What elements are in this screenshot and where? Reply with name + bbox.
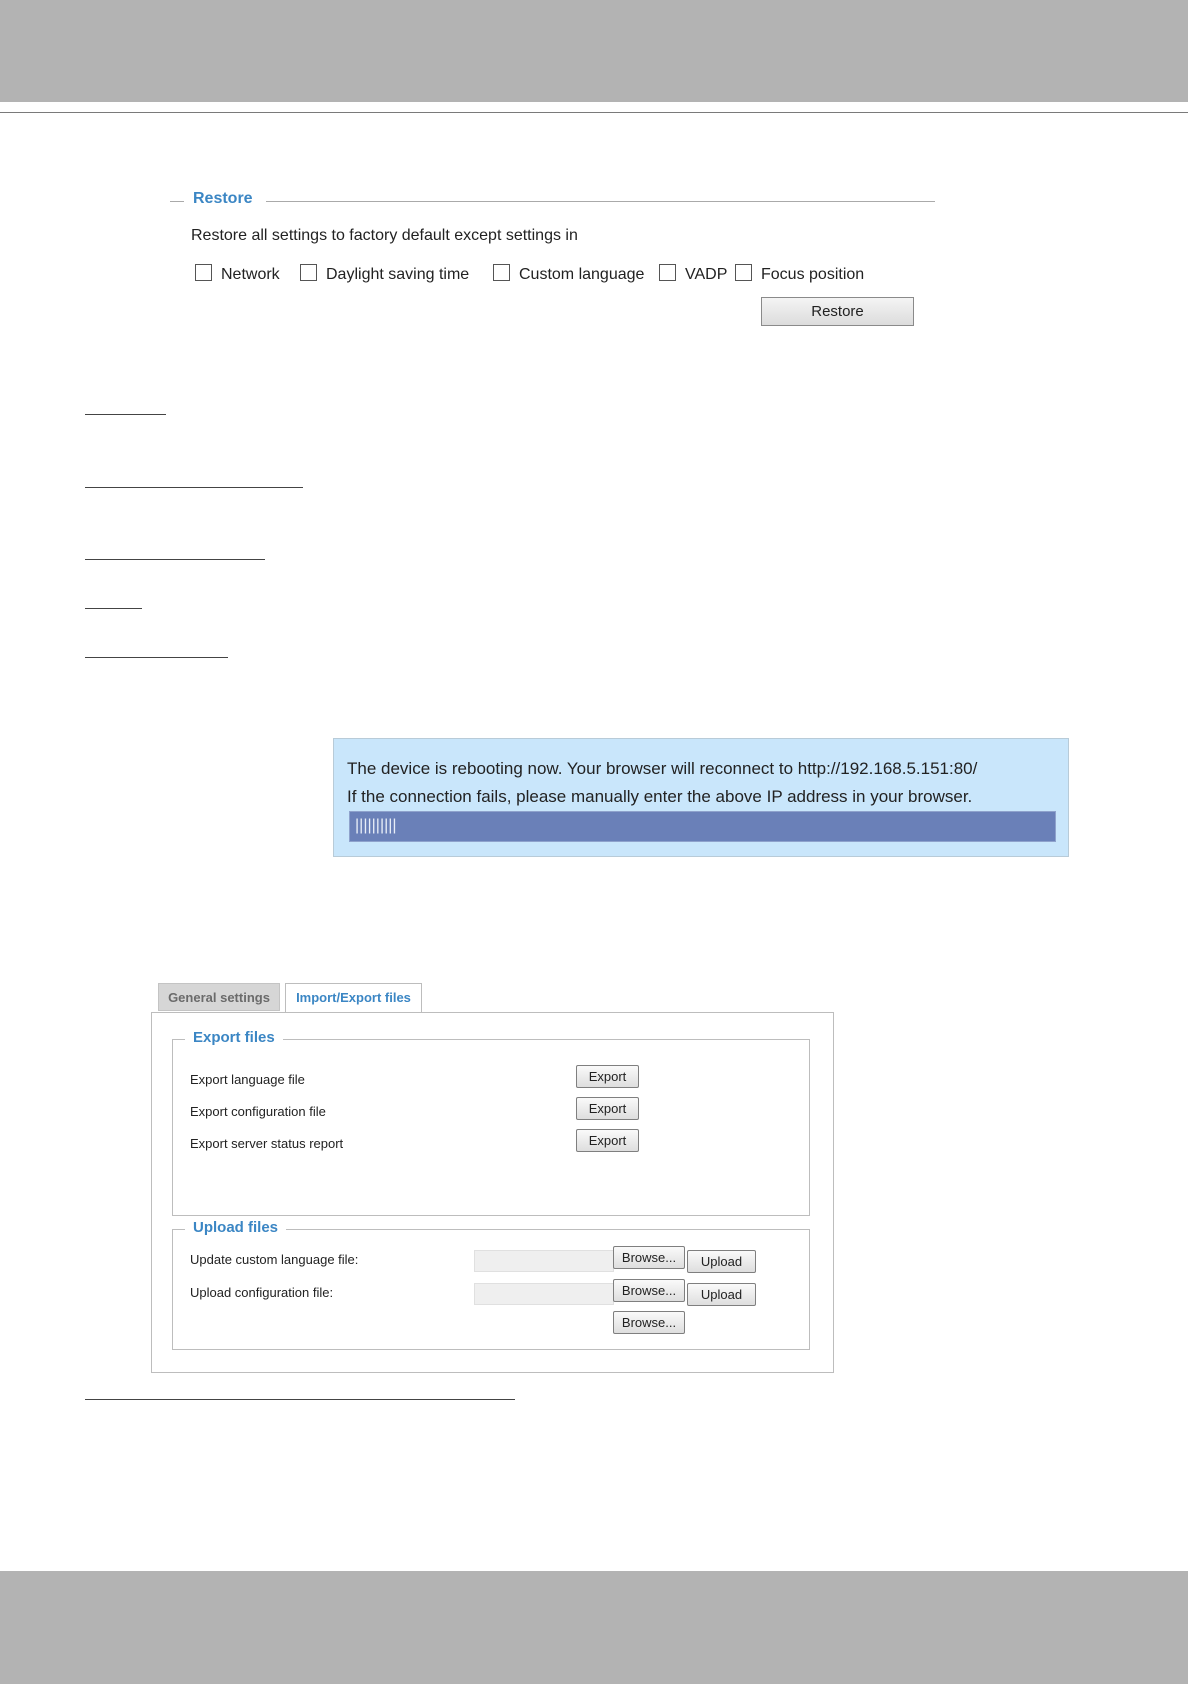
import-export-panel: [151, 1012, 834, 1373]
language-browse-button[interactable]: Browse...: [613, 1246, 685, 1269]
upload-files-fieldset: [172, 1219, 810, 1350]
header-rule: [0, 112, 1191, 113]
export-files-fieldset: [172, 1029, 810, 1216]
custom-language-checkbox[interactable]: [493, 264, 510, 281]
page-header-band: [0, 0, 1191, 102]
language-file-input[interactable]: [474, 1250, 614, 1272]
export-configuration-button[interactable]: Export: [576, 1097, 639, 1120]
extra-browse-button[interactable]: Browse...: [613, 1311, 685, 1334]
reboot-message: The device is rebooting now. Your browser will reconnect to http://192.168.5.151:80/: [347, 759, 978, 778]
restore-title: Restore: [193, 190, 253, 207]
legend-line-right: [266, 201, 935, 202]
restore-description: Restore all settings to factory default except settings in: [191, 227, 578, 244]
language-upload-button[interactable]: Upload: [687, 1250, 756, 1273]
upload-files-title: Upload files: [185, 1219, 286, 1236]
reboot-notice: [333, 738, 1069, 857]
option-label: Daylight saving time: [326, 266, 470, 283]
tab-general-settings[interactable]: General settings: [158, 983, 280, 1011]
export-language-button[interactable]: Export: [576, 1065, 639, 1088]
underline-4: [85, 608, 142, 609]
export-configuration-label: Export configuration file: [190, 1104, 326, 1119]
export-status-report-label: Export server status report: [190, 1136, 344, 1151]
configuration-browse-button[interactable]: Browse...: [613, 1279, 685, 1302]
underline-5: [85, 657, 228, 658]
option-focus-position[interactable]: [735, 266, 864, 284]
underline-1: [85, 414, 166, 415]
configuration-file-input[interactable]: [474, 1283, 614, 1305]
option-daylight-saving[interactable]: [300, 266, 469, 284]
underline-2: [85, 487, 303, 488]
option-network[interactable]: [195, 266, 280, 284]
daylight-saving-checkbox[interactable]: [300, 264, 317, 281]
underline-3: [85, 559, 265, 560]
option-custom-language[interactable]: [493, 266, 644, 284]
configuration-upload-button[interactable]: Upload: [687, 1283, 756, 1306]
export-files-title: Export files: [185, 1029, 283, 1046]
vadp-checkbox[interactable]: [659, 264, 676, 281]
restore-panel: [170, 188, 935, 338]
option-label: Custom language: [519, 266, 645, 283]
page-footer-band: [0, 1571, 1191, 1684]
network-checkbox[interactable]: [195, 264, 212, 281]
underline-6: [85, 1399, 515, 1400]
upload-configuration-label: Upload configuration file:: [190, 1285, 334, 1300]
option-vadp[interactable]: [659, 266, 727, 284]
legend-line-left: [170, 201, 184, 202]
update-language-label: Update custom language file:: [190, 1252, 359, 1267]
progress-ticks: ||||||||||: [355, 817, 397, 834]
export-status-report-button[interactable]: Export: [576, 1129, 639, 1152]
option-label: Network: [221, 266, 280, 283]
option-label: VADP: [685, 266, 728, 283]
focus-position-checkbox[interactable]: [735, 264, 752, 281]
option-label: Focus position: [761, 266, 865, 283]
reboot-hint: If the connection fails, please manually enter the above IP address in your browser.: [347, 787, 973, 806]
export-language-label: Export language file: [190, 1072, 305, 1087]
restore-button[interactable]: Restore: [761, 297, 914, 326]
reboot-progress-bar: [349, 811, 1056, 842]
tab-import-export-files[interactable]: Import/Export files: [285, 983, 422, 1013]
